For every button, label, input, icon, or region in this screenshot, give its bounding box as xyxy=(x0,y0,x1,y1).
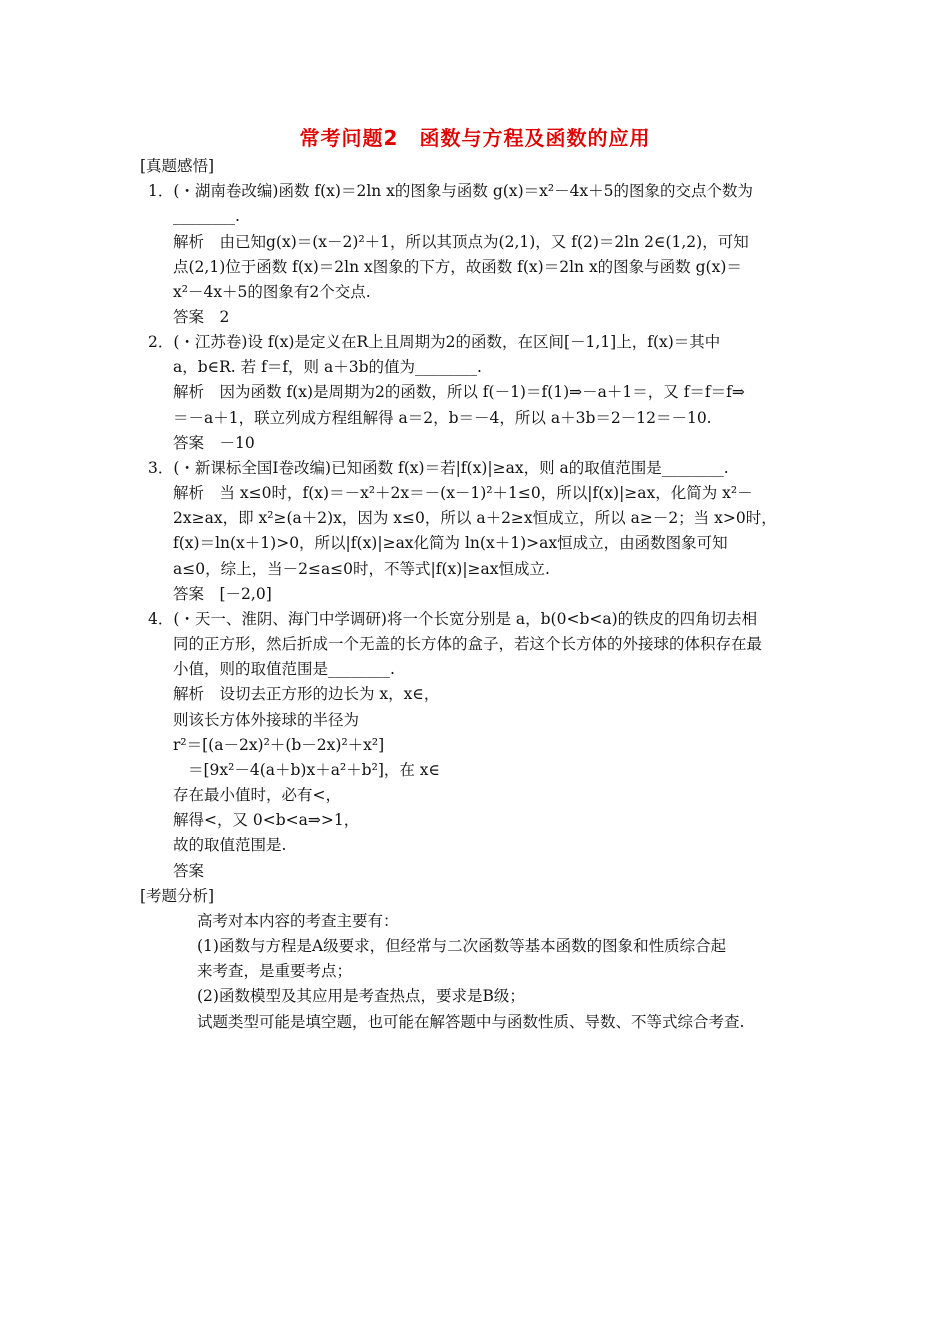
q4-solution-line-2: 则该长方体外接球的半径为 xyxy=(173,711,360,729)
q3-answer: 答案 [－2,0] xyxy=(173,585,272,603)
q4-solution-line-7: 故的取值范围是. xyxy=(173,836,287,854)
q4-stem-line-3: 小值，则的取值范围是________. xyxy=(173,660,395,678)
q4-solution-line-4: ＝[9x²－4(a＋b)x＋a²＋b²]，在 x∈ xyxy=(188,761,441,779)
q3-solution-line-2: 2x≥ax，即 x²≥(a＋2)x，因为 x≤0，所以 a＋2≥x恒成立，所以 a≥－2；当 x>0时， xyxy=(173,509,777,527)
q4-stem-line-1: 4．(・天一、淮阴、海门中学调研)将一个长宽分别是 a，b(0<b<a)的铁皮的四角切去相 xyxy=(148,610,758,628)
q2-solution-line-1: 解析 因为函数 f(x)是周期为2的函数，所以 f(－1)＝f(1)⇒－a＋1＝，又 f＝f＝f⇒ xyxy=(173,383,745,401)
q4-solution-line-6: 解得<，又 0<b<a⇒>1， xyxy=(173,811,360,829)
q1-solution-line-3: x²－4x＋5的图象有2个交点. xyxy=(173,283,371,301)
section-header-real-exam: [真题感悟] xyxy=(140,157,215,175)
q4-solution-line-3: r²＝[(a－2x)²＋(b－2x)²＋x²] xyxy=(173,736,385,754)
q3-solution-line-1: 解析 当 x≤0时，f(x)＝－x²＋2x＝－(x－1)²＋1≤0，所以|f(x)|≥ax，化简为 x²－ xyxy=(173,484,753,502)
q4-stem-line-2: 同的正方形，然后折成一个无盖的长方体的盒子，若这个长方体的外接球的体积存在最 xyxy=(173,635,763,653)
analysis-line-1: 高考对本内容的考查主要有： xyxy=(197,912,399,930)
q2-stem-line-2: a，b∈R. 若 f＝f，则 a＋3b的值为________. xyxy=(173,358,482,376)
page-title: 常考问题2 函数与方程及函数的应用 xyxy=(299,126,651,150)
q3-solution-line-4: a≤0，综上，当－2≤a≤0时，不等式|f(x)|≥ax恒成立. xyxy=(173,560,550,578)
q3-stem-line-1: 3．(・新课标全国Ⅰ卷改编)已知函数 f(x)＝若|f(x)|≥ax，则 a的取值范围是________. xyxy=(148,459,729,477)
analysis-line-5: 试题类型可能是填空题，也可能在解答题中与函数性质、导数、不等式综合考查. xyxy=(197,1013,745,1031)
q4-answer: 答案 xyxy=(173,862,205,880)
q4-solution-line-1: 解析 设切去正方形的边长为 x，x∈， xyxy=(173,685,440,703)
q2-solution-line-2: ＝－a＋1，联立列成方程组解得 a＝2，b＝－4，所以 a＋3b＝2－12＝－10. xyxy=(173,409,712,427)
q1-answer: 答案 2 xyxy=(173,308,230,326)
q3-solution-line-3: f(x)＝ln(x＋1)>0，所以|f(x)|≥ax化简为 ln(x＋1)>ax恒成立，由函数图象可知 xyxy=(173,534,728,552)
section-header-analysis: [考题分析] xyxy=(140,887,215,905)
analysis-line-3: 来考查，是重要考点； xyxy=(197,962,353,980)
q1-stem-line-1: 1．(・湖南卷改编)函数 f(x)＝2ln x的图象与函数 g(x)＝x²－4x＋5的图象的交点个数为 xyxy=(148,182,754,200)
q2-answer: 答案 －10 xyxy=(173,434,255,452)
q1-stem-line-2: ________. xyxy=(173,207,240,225)
q1-solution-line-1: 解析 由已知g(x)＝(x－2)²＋1，所以其顶点为(2,1)，又 f(2)＝2ln 2∈(1,2)，可知 xyxy=(173,233,749,251)
q4-solution-line-5: 存在最小值时，必有<， xyxy=(173,786,341,804)
analysis-line-2: (1)函数与方程是A级要求，但经常与二次函数等基本函数的图象和性质综合起 xyxy=(197,937,727,955)
q1-solution-line-2: 点(2,1)位于函数 f(x)＝2ln x图象的下方，故函数 f(x)＝2ln x的图象与函数 g(x)＝ xyxy=(173,258,742,276)
q2-stem-line-1: 2．(・江苏卷)设 f(x)是定义在R上且周期为2的函数，在区间[－1,1]上，f(x)＝其中 xyxy=(148,333,721,351)
analysis-line-4: (2)函数模型及其应用是考查热点，要求是B级； xyxy=(197,987,525,1005)
